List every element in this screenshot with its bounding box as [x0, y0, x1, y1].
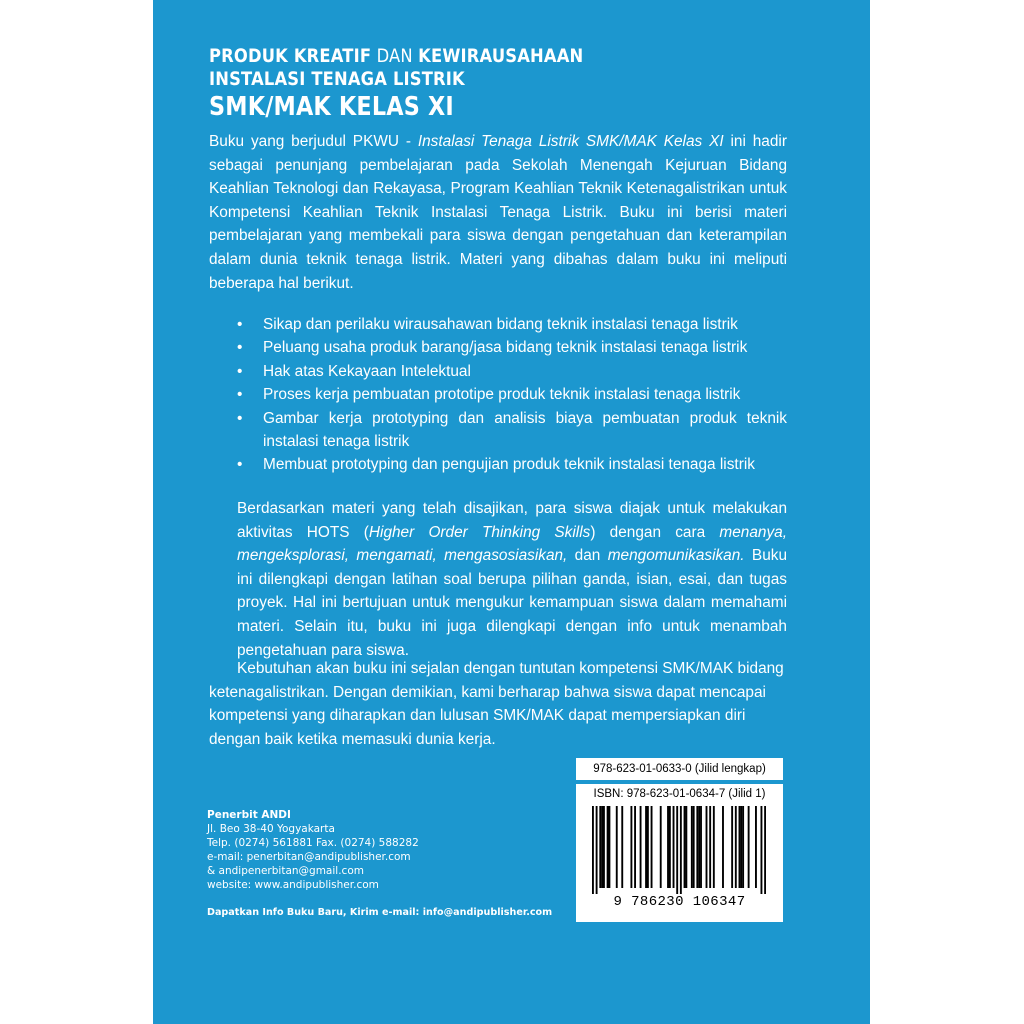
- isbn-barcode-box: [576, 784, 783, 922]
- publisher-name: Penerbit ANDI: [207, 809, 291, 821]
- barcode-bar: [755, 806, 757, 888]
- barcode-image: [592, 806, 766, 894]
- hots-verbs: menanya, mengeksplorasi, mengamati, mengasosiasikan,: [237, 523, 787, 565]
- barcode-bar: [640, 806, 642, 888]
- barcode-bar: [748, 806, 750, 888]
- barcode-bar: [680, 806, 682, 894]
- barcode-bar: [673, 806, 675, 888]
- barcode-bar: [608, 806, 610, 888]
- barcode-bar: [599, 806, 601, 888]
- barcode-bar: [630, 806, 632, 888]
- publisher-phone: Telp. (0274) 561881 Fax. (0274) 588282: [207, 837, 419, 849]
- intro-book-title: Instalasi Tenaga Listrik SMK/MAK Kelas XI: [417, 133, 724, 150]
- barcode-bar: [696, 806, 698, 888]
- barcode-bar: [676, 806, 678, 894]
- title-line-1-thin: DAN: [371, 45, 419, 67]
- barcode-bar: [621, 806, 623, 888]
- barcode-bar: [740, 806, 742, 888]
- title-line-1-bold-a: PRODUK KREATIF: [209, 45, 372, 67]
- hots-text-a: Berdasarkan materi yang telah disajikan, para siswa diajak untuk melakukan aktivitas HOTS (: [237, 500, 787, 541]
- barcode-bar: [698, 806, 700, 888]
- topic-list-item: • Membuat prototyping dan pengujian produk teknik instalasi tenaga listrik: [237, 453, 787, 476]
- title-line-1-bold-b: KEWIRAUSAHAAN: [418, 45, 584, 67]
- title-line-1: [209, 44, 583, 68]
- barcode-bar: [634, 806, 636, 888]
- barcode-bar: [603, 806, 605, 888]
- topic-list-item: • Gambar kerja prototyping dan analisis biaya pembuatan produk teknik instalasi tenaga listrik: [237, 407, 787, 454]
- isbn-volume: ISBN: 978-623-01-0634-7 (Jilid 1): [593, 788, 766, 800]
- barcode-bar: [731, 806, 733, 888]
- title-line-2: INSTALASI TENAGA LISTRIK: [209, 68, 465, 90]
- barcode-bar: [764, 806, 766, 894]
- barcode-bar: [722, 806, 724, 888]
- barcode-bar: [596, 806, 598, 894]
- title-line-3: SMK/MAK KELAS XI: [209, 92, 454, 122]
- hots-text-c: dan: [567, 547, 608, 565]
- barcode-bar: [700, 806, 702, 888]
- barcode-bar: [739, 806, 741, 888]
- hots-paragraph: [237, 497, 787, 662]
- barcode-bar: [709, 806, 711, 888]
- topic-list-item: • Sikap dan perilaku wirausahawan bidang teknik instalasi tenaga listrik: [237, 313, 787, 336]
- footer-note: Dapatkan Info Buku Baru, Kirim e-mail: info@andipublisher.com: [207, 907, 553, 918]
- publisher-email: e-mail: penerbitan@andipublisher.com: [207, 851, 411, 863]
- publisher-info: [207, 808, 419, 892]
- back-cover: [153, 0, 870, 1024]
- barcode-bar: [645, 806, 647, 888]
- barcode-bar: [713, 806, 715, 888]
- isbn-complete-set: 978-623-01-0633-0 (Jilid lengkap): [576, 758, 783, 780]
- barcode-bar: [685, 806, 687, 888]
- barcode-digits: 9 786230 106347: [613, 894, 746, 910]
- barcode-bar: [706, 806, 708, 888]
- intro-prefix: Buku yang berjudul PKWU -: [209, 133, 418, 150]
- barcode-bar: [592, 806, 594, 894]
- topic-list: [237, 313, 787, 477]
- publisher-email-alt: & andipenerbitan@gmail.com: [207, 865, 364, 877]
- barcode-bar: [616, 806, 618, 888]
- barcode-bar: [651, 806, 653, 888]
- barcode-bar: [647, 806, 649, 888]
- barcode-bar: [684, 806, 686, 888]
- publisher-address: Jl. Beo 38-40 Yogyakarta: [207, 823, 335, 835]
- hots-text-d: Buku ini dilengkapi dengan latihan soal berupa pilihan ganda, isian, esai, dan tugas proyek. Hal ini bertujuan untuk mengukur kemampuan siswa dalam memahami materi. Selain itu, buku ini juga dilengkapi dengan info untuk menambah pengetahuan para siswa.: [237, 547, 788, 659]
- topic-list-item: • Proses kerja pembuatan prototipe produk teknik instalasi tenaga listrik: [237, 383, 787, 406]
- topic-list-item: • Peluang usaha produk barang/jasa bidang teknik instalasi tenaga listrik: [237, 336, 787, 359]
- intro-rest: ini hadir sebagai penunjang pembelajaran pada Sekolah Menengah Kejuruan Bidang Keahlian Teknologi dan Rekayasa, Program Keahlian Teknik Ketenagalistrikan untuk Kompetensi Keahlian Teknik Instalasi Tenaga Listrik. Buku ini berisi materi pembelajaran yang membekali para siswa dengan pengetahuan dan keterampilan dalam dunia teknik tenaga listrik. Materi yang dibahas dalam buku ini meliputi beberapa hal berikut.: [209, 133, 787, 292]
- barcode-bar: [667, 806, 669, 888]
- publisher-website: website: www.andipublisher.com: [207, 879, 379, 891]
- barcode-bar: [742, 806, 744, 888]
- book-title: [209, 44, 644, 124]
- barcode-bar: [601, 806, 603, 888]
- closing-text: Kebutuhan akan buku ini sejalan dengan tuntutan kompetensi SMK/MAK bidang ketenagalistrikan. Dengan demikian, kami berharap bahwa siswa dapat mencapai kompetensi yang diharapkan dan lulusan SMK/MAK dapat mempersiapkan diri dengan baik ketika memasuki dunia kerja.: [209, 660, 784, 748]
- barcode-bar: [669, 806, 671, 888]
- hots-term: Higher Order Thinking Skills: [368, 523, 591, 541]
- closing-paragraph: [209, 657, 787, 751]
- barcode-bar: [691, 806, 693, 888]
- barcode-bar: [607, 806, 609, 888]
- intro-paragraph: [209, 130, 787, 295]
- topic-list-item: • Hak atas Kekayaan Intelektual: [237, 360, 787, 383]
- barcode-bar: [660, 806, 662, 888]
- barcode-bar: [735, 806, 737, 888]
- hots-text-b: ) dengan cara: [590, 523, 720, 541]
- barcode-bar: [761, 806, 763, 894]
- barcode-bar: [693, 806, 695, 888]
- hots-last-verb: mengomunikasikan.: [607, 547, 745, 565]
